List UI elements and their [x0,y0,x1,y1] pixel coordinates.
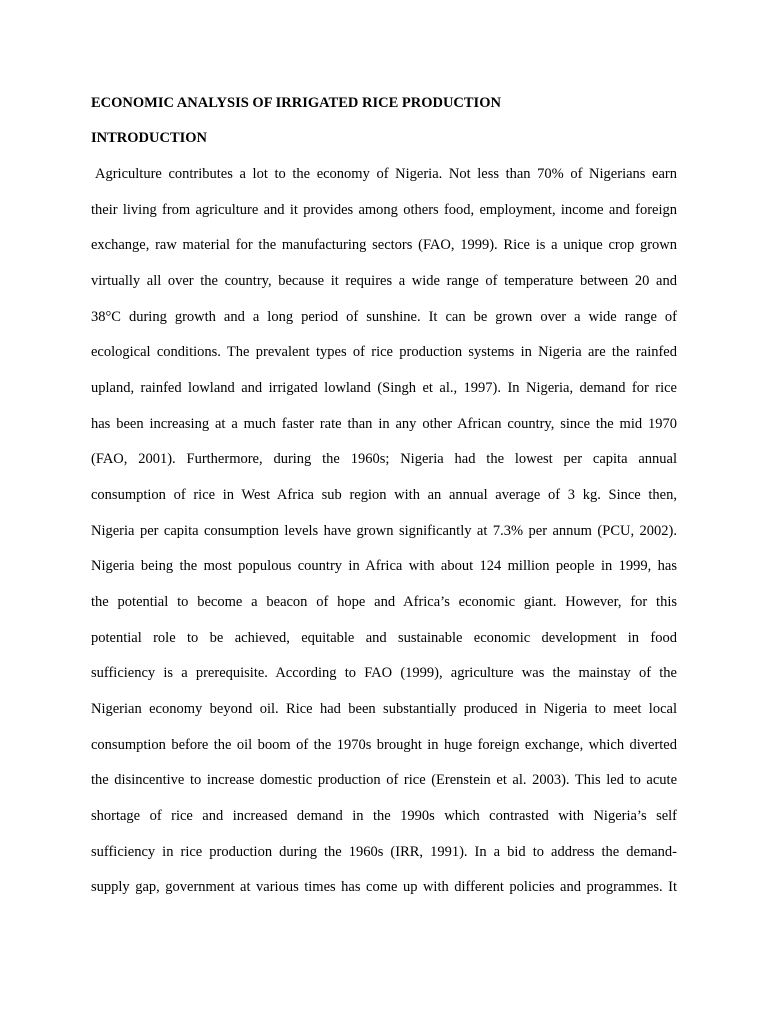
paragraph-line: upland, rainfed lowland and irrigated lowland (Singh et al., 1997). In Nigeria, demand for rice [91,380,677,396]
paragraph-line: ecological conditions. The prevalent types of rice production systems in Nigeria are the rainfed [91,344,677,360]
paragraph-line: the potential to become a beacon of hope and Africa’s economic giant. However, for this [91,594,677,610]
paragraph-line: Nigeria per capita consumption levels have grown significantly at 7.3% per annum (PCU, 2002). [91,523,677,539]
paragraph-line: shortage of rice and increased demand in the 1990s which contrasted with Nigeria’s self [91,808,677,824]
paragraph-line: consumption before the oil boom of the 1970s brought in huge foreign exchange, which diverted [91,737,677,753]
paragraph-line: exchange, raw material for the manufacturing sectors (FAO, 1999). Rice is a unique crop grown [91,237,677,253]
section-heading: INTRODUCTION [91,130,208,146]
paragraph-line: (FAO, 2001). Furthermore, during the 1960s; Nigeria had the lowest per capita annual [91,451,677,467]
paragraph-line: 38°C during growth and a long period of sunshine. It can be grown over a wide range of [91,309,677,325]
paragraph-line: virtually all over the country, because it requires a wide range of temperature between 20 and [91,273,677,289]
paragraph-line: Nigeria being the most populous country in Africa with about 124 million people in 1999, has [91,558,677,574]
paragraph-line: Agriculture contributes a lot to the economy of Nigeria. Not less than 70% of Nigerians earn [95,166,677,182]
paragraph-line: their living from agriculture and it provides among others food, employment, income and foreign [91,202,677,218]
paragraph-line: supply gap, government at various times has come up with different policies and programmes. It [91,879,677,895]
paragraph-line: sufficiency is a prerequisite. According to FAO (1999), agriculture was the mainstay of the [91,665,677,681]
paragraph-line: sufficiency in rice production during the 1960s (IRR, 1991). In a bid to address the demand- [91,844,677,860]
paragraph-line: consumption of rice in West Africa sub region with an annual average of 3 kg. Since then, [91,487,677,503]
paragraph-line: has been increasing at a much faster rate than in any other African country, since the mid 1970 [91,416,677,432]
paragraph-line: potential role to be achieved, equitable and sustainable economic development in food [91,630,677,646]
paragraph-line: Nigerian economy beyond oil. Rice had been substantially produced in Nigeria to meet local [91,701,677,717]
paragraph-line: the disincentive to increase domestic production of rice (Erenstein et al. 2003). This led to acute [91,772,677,788]
document-title: ECONOMIC ANALYSIS OF IRRIGATED RICE PRODUCTION [91,95,501,111]
